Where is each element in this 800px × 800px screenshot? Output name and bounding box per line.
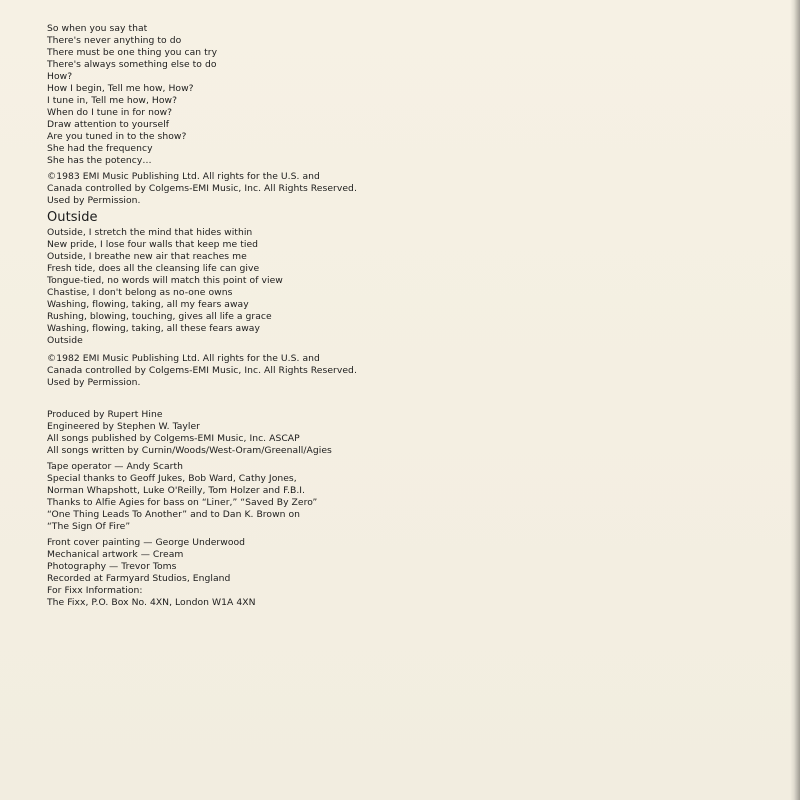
- lyric-line: There's always something else to do: [47, 59, 217, 70]
- liner-notes-text: [47, 23, 407, 609]
- lyric-line: Rushing, blowing, touching, gives all life a grace: [47, 311, 272, 322]
- lyric-line: Tongue-tied, no words will match this point of view: [47, 275, 283, 286]
- artwork-credits: [47, 537, 407, 609]
- credit-line: “The Sign Of Fire”: [47, 521, 131, 532]
- lyric-line: She has the potency…: [47, 155, 152, 166]
- copyright-line: ©1982 EMI Music Publishing Ltd. All rights for the U.S. and: [47, 353, 320, 364]
- credit-line: Thanks to Alfie Agies for bass on “Liner,” “Saved By Zero”: [47, 497, 318, 508]
- lyrics-previous-song: [47, 23, 407, 167]
- production-credits: [47, 409, 407, 457]
- copyright-line: Canada controlled by Colgems-EMI Music, Inc. All Rights Reserved.: [47, 365, 357, 376]
- copyright-notice-1: [47, 171, 407, 207]
- lyric-line: I tune in, Tell me how, How?: [47, 95, 178, 106]
- lyric-line: Outside, I stretch the mind that hides within: [47, 227, 253, 238]
- credit-line: All songs written by Curnin/Woods/West-Oram/Greenall/Agies: [47, 445, 332, 456]
- credit-line: Recorded at Farmyard Studios, England: [47, 573, 231, 584]
- lyric-line: There's never anything to do: [47, 35, 182, 46]
- credit-line: All songs published by Colgems-EMI Music, Inc. ASCAP: [47, 433, 300, 444]
- lyric-line: New pride, I lose four walls that keep me tied: [47, 239, 259, 250]
- lyric-line: Outside: [47, 335, 83, 346]
- lyric-line: When do I tune in for now?: [47, 107, 173, 118]
- credit-line: Photography — Trevor Toms: [47, 561, 177, 572]
- lyric-line: Fresh tide, does all the cleansing life can give: [47, 263, 260, 274]
- copyright-line: Used by Permission.: [47, 195, 141, 206]
- lyrics-outside: [47, 227, 407, 347]
- lyric-line: How I begin, Tell me how, How?: [47, 83, 194, 94]
- copyright-line: ©1983 EMI Music Publishing Ltd. All rights for the U.S. and: [47, 171, 320, 182]
- credit-line: Special thanks to Geoff Jukes, Bob Ward, Cathy Jones,: [47, 473, 297, 484]
- lyric-line: Washing, flowing, taking, all my fears away: [47, 299, 249, 310]
- lyric-line: Outside, I breathe new air that reaches me: [47, 251, 247, 262]
- lyric-line: How?: [47, 71, 73, 82]
- page-edge-shadow: [790, 0, 800, 800]
- credit-line: Tape operator — Andy Scarth: [47, 461, 184, 472]
- thanks-credits: [47, 461, 407, 533]
- song-title: Outside: [47, 210, 98, 225]
- lyric-line: Are you tuned in to the show?: [47, 131, 187, 142]
- lyric-line: Chastise, I don't belong as no-one owns: [47, 287, 233, 298]
- lyric-line: So when you say that: [47, 23, 148, 34]
- credit-line: Mechanical artwork — Cream: [47, 549, 184, 560]
- copyright-line: Canada controlled by Colgems-EMI Music, Inc. All Rights Reserved.: [47, 183, 357, 194]
- fan-club-address: The Fixx, P.O. Box No. 4XN, London W1A 4XN: [47, 597, 256, 608]
- copyright-line: Used by Permission.: [47, 377, 141, 388]
- copyright-notice-2: [47, 353, 407, 389]
- lyric-line: Washing, flowing, taking, all these fears away: [47, 323, 260, 334]
- credit-line: “One Thing Leads To Another” and to Dan K. Brown on: [47, 509, 301, 520]
- credit-line: Produced by Rupert Hine: [47, 409, 163, 420]
- credit-line: Engineered by Stephen W. Tayler: [47, 421, 201, 432]
- credit-line: For Fixx Information:: [47, 585, 143, 596]
- lyric-line: There must be one thing you can try: [47, 47, 218, 58]
- credit-line: Norman Whapshott, Luke O'Reilly, Tom Holzer and F.B.I.: [47, 485, 306, 496]
- lyric-line: Draw attention to yourself: [47, 119, 170, 130]
- lyric-line: She had the frequency: [47, 143, 153, 154]
- credit-line: Front cover painting — George Underwood: [47, 537, 246, 548]
